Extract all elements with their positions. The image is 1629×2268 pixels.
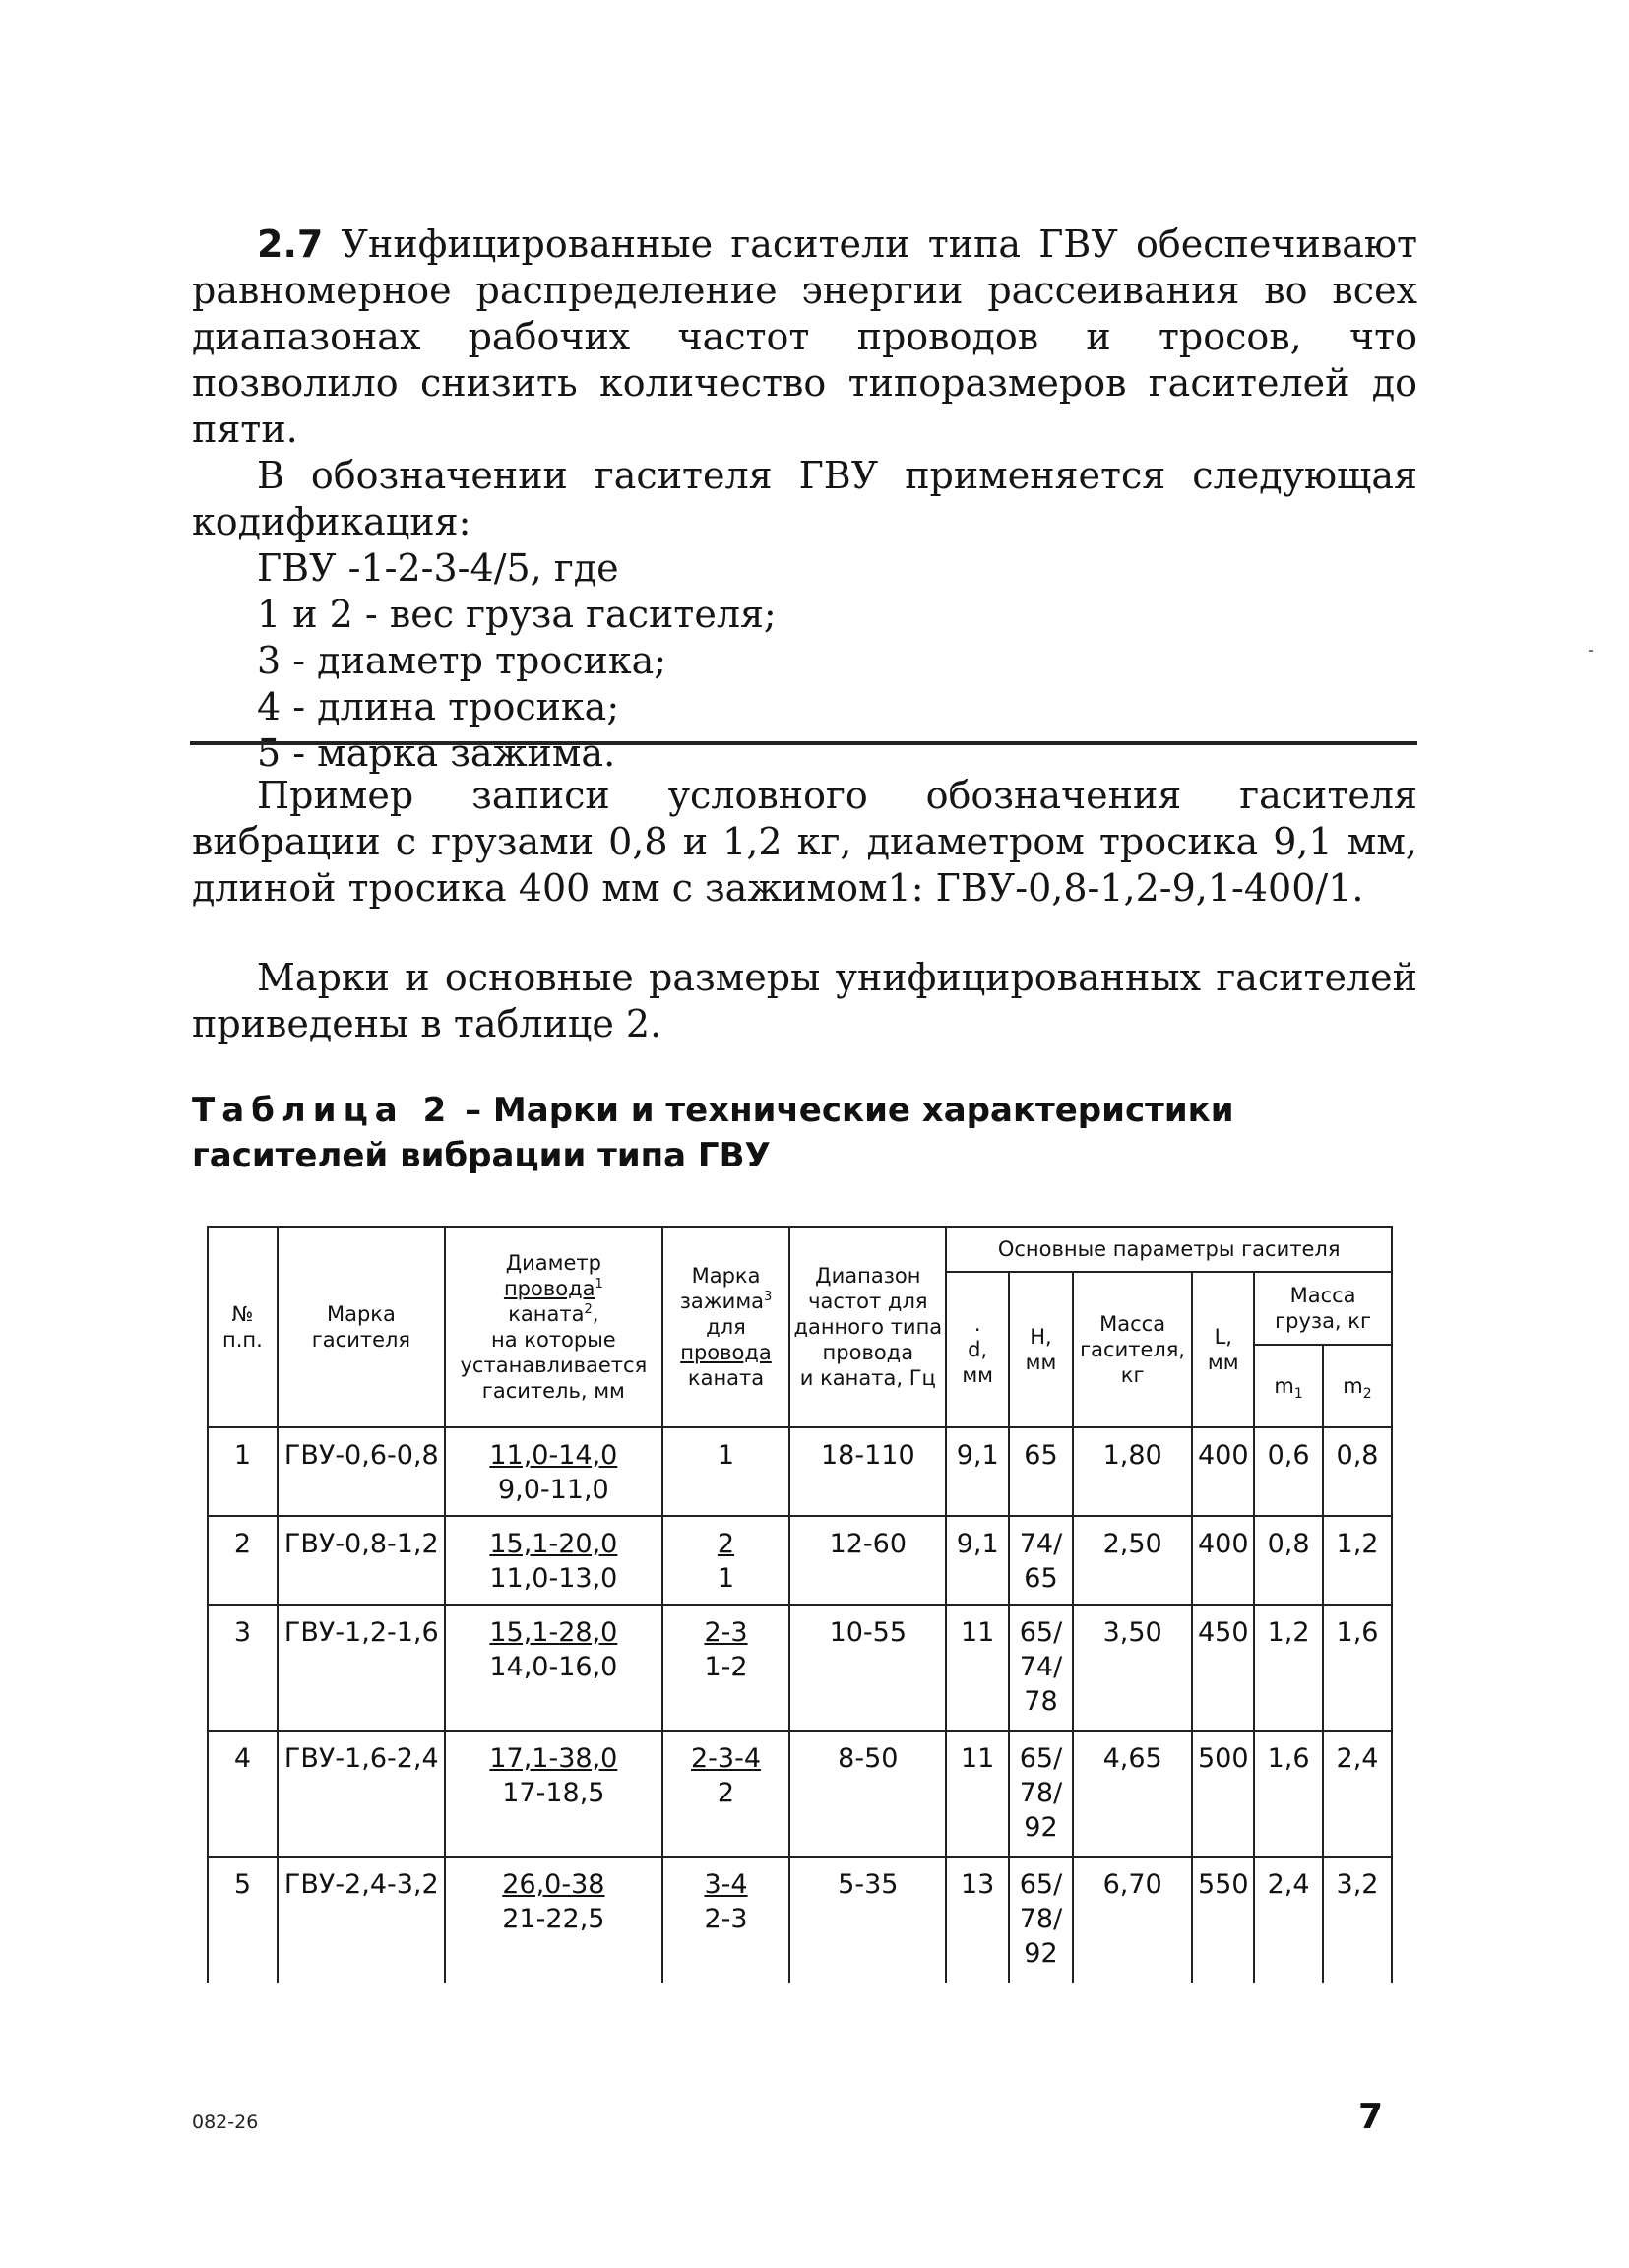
cell-m1: 0,6	[1254, 1427, 1323, 1516]
cell-l: 550	[1192, 1857, 1254, 1983]
cell-number: 2	[208, 1516, 278, 1605]
cell-mass: 2,50	[1073, 1516, 1193, 1605]
header-l: L, мм	[1192, 1272, 1254, 1427]
cell-diameter: 15,1-28,0 14,0-16,0	[445, 1605, 662, 1731]
cell-m2: 3,2	[1323, 1857, 1392, 1983]
cell-mass: 4,65	[1073, 1731, 1193, 1857]
cell-m2: 2,4	[1323, 1731, 1392, 1857]
cell-range: 5-35	[789, 1857, 946, 1983]
code-line: 3 - диаметр тросика;	[257, 639, 667, 682]
cell-range: 10-55	[789, 1605, 946, 1731]
horizontal-rule	[190, 741, 1417, 745]
table-intro: Марки и основные размеры унифицированных гасителей приведены в таблице 2.	[192, 956, 1417, 1045]
designation-example: Пример записи условного обозначения гасителя вибрации с грузами 0,8 и 1,2 кг, диаметром тросика 9,1 мм, длиной тросика 400 мм с зажимом1: ГВУ-0,8-1,2-9,1-400/1.	[192, 774, 1417, 910]
cell-h: 74/ 65	[1009, 1516, 1073, 1605]
cell-clamp: 3-4 2-3	[662, 1857, 790, 1983]
cell-range: 18-110	[789, 1427, 946, 1516]
cell-diameter: 26,0-38 21-22,5	[445, 1857, 662, 1983]
header-main-params: Основные параметры гасителя	[946, 1227, 1392, 1272]
cell-m2: 1,2	[1323, 1516, 1392, 1605]
cell-range: 12-60	[789, 1516, 946, 1605]
cell-mark: ГВУ-1,2-1,6	[278, 1605, 445, 1731]
code-line: 4 - длина тросика;	[257, 685, 620, 728]
table-row	[208, 1731, 1392, 1857]
cell-clamp: 2-3 1-2	[662, 1605, 790, 1731]
cell-d: 11	[946, 1605, 1009, 1731]
cell-m1: 2,4	[1254, 1857, 1323, 1983]
cell-h: 65/ 78/ 92	[1009, 1857, 1073, 1983]
table-row	[208, 1427, 1392, 1516]
cell-diameter: 17,1-38,0 17-18,5	[445, 1731, 662, 1857]
cell-d: 9,1	[946, 1516, 1009, 1605]
cell-number: 1	[208, 1427, 278, 1516]
header-d: . d, мм	[946, 1272, 1009, 1427]
cell-l: 400	[1192, 1427, 1254, 1516]
code-line: ГВУ -1-2-3-4/5, где	[257, 546, 619, 590]
header-load-mass: Масса груза, кг	[1254, 1272, 1392, 1345]
cell-m2: 0,8	[1323, 1427, 1392, 1516]
cell-number: 4	[208, 1731, 278, 1857]
cell-clamp: 1	[662, 1427, 790, 1516]
cell-mark: ГВУ-1,6-2,4	[278, 1731, 445, 1857]
header-clamp: Марка зажима$^3$ для провода каната	[662, 1227, 790, 1427]
paragraph-1-text: Унифицированные гасители типа ГВУ обеспечивают равномерное распределение энергии рассеивания во всех диапазонах рабочих частот проводов и тросов, что позволило снизить количество типоразмеров гасителей до пяти.	[192, 222, 1417, 451]
cell-m2: 1,6	[1323, 1605, 1392, 1731]
cell-mass: 3,50	[1073, 1605, 1193, 1731]
cell-d: 13	[946, 1857, 1009, 1983]
header-m2: $m_2$	[1323, 1345, 1392, 1427]
cell-diameter: 15,1-20,0 11,0-13,0	[445, 1516, 662, 1605]
header-frequency-range: Диапазон частот для данного типа провода и каната, Гц	[789, 1227, 946, 1427]
scan-speck	[1589, 650, 1593, 652]
table-caption: – Марки и технические характеристики гасителей вибрации типа ГВУ	[192, 1091, 1234, 1175]
header-diameter: Диаметр провода$^1$ каната$^2$, на которые устанавливается гаситель, мм	[445, 1227, 662, 1427]
cell-h: 65/ 74/ 78	[1009, 1605, 1073, 1731]
header-damper-mass: Масса гасителя, кг	[1073, 1272, 1193, 1427]
cell-mass: 6,70	[1073, 1857, 1193, 1983]
cell-clamp: 2-3-4 2	[662, 1731, 790, 1857]
header-m1: $m_1$	[1254, 1345, 1323, 1427]
damper-specs-table	[207, 1226, 1393, 1983]
paragraph-coding: В обозначении гасителя ГВУ применяется следующая кодификация:	[192, 454, 1417, 543]
cell-mass: 1,80	[1073, 1427, 1193, 1516]
header-number: № п.п.	[208, 1227, 278, 1427]
cell-m1: 1,6	[1254, 1731, 1323, 1857]
code-line: 5 - марка зажима.	[257, 731, 616, 775]
page-number: 7	[1358, 2097, 1384, 2137]
table-row	[208, 1605, 1392, 1731]
table-row	[208, 1857, 1392, 1983]
section-2-7	[192, 221, 1417, 777]
cell-range: 8-50	[789, 1731, 946, 1857]
cell-mark: ГВУ-0,6-0,8	[278, 1427, 445, 1516]
cell-h: 65/ 78/ 92	[1009, 1731, 1073, 1857]
header-h: H, мм	[1009, 1272, 1073, 1427]
document-code: 082-26	[192, 2111, 259, 2133]
cell-m1: 0,8	[1254, 1516, 1323, 1605]
table-row	[208, 1516, 1392, 1605]
section-number: 2.7	[257, 222, 324, 266]
cell-m1: 1,2	[1254, 1605, 1323, 1731]
table-title	[192, 1088, 1432, 1178]
cell-number: 5	[208, 1857, 278, 1983]
code-line: 1 и 2 - вес груза гасителя;	[257, 593, 777, 636]
cell-h: 65	[1009, 1427, 1073, 1516]
cell-l: 450	[1192, 1605, 1254, 1731]
cell-diameter: 11,0-14,0 9,0-11,0	[445, 1427, 662, 1516]
cell-number: 3	[208, 1605, 278, 1731]
cell-mark: ГВУ-2,4-3,2	[278, 1857, 445, 1983]
cell-d: 9,1	[946, 1427, 1009, 1516]
header-mark: Марка гасителя	[278, 1227, 445, 1427]
cell-clamp: 2 1	[662, 1516, 790, 1605]
cell-d: 11	[946, 1731, 1009, 1857]
table-label: Таблица 2	[192, 1091, 454, 1130]
cell-mark: ГВУ-0,8-1,2	[278, 1516, 445, 1605]
paragraph-unified-dampers	[192, 221, 1417, 453]
cell-l: 500	[1192, 1731, 1254, 1857]
cell-l: 400	[1192, 1516, 1254, 1605]
